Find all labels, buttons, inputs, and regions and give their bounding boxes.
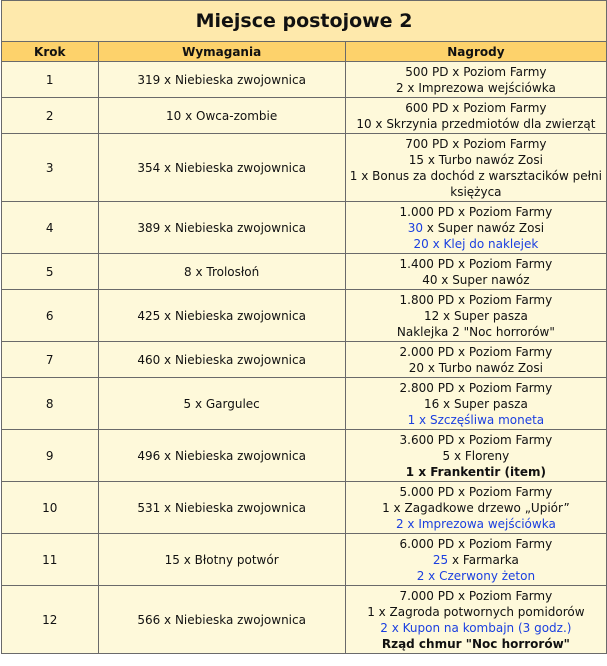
table-row (2, 254, 607, 290)
requirement-cell: 496 x Niebieska zwojownica (98, 430, 345, 482)
reward-line: 20 x Klej do naklejek (413, 236, 539, 251)
column-header-rewards: Nagrody (345, 42, 606, 62)
header-row (2, 42, 607, 62)
rewards-cell (345, 586, 606, 654)
rewards-cell (345, 134, 606, 202)
reward-line: 6.000 PD x Poziom Farmy (399, 536, 553, 551)
table-row (2, 290, 607, 342)
rewards-cell (345, 254, 606, 290)
rewards-cell (345, 482, 606, 534)
title-row (2, 1, 607, 42)
rewards-cell (345, 342, 606, 378)
reward-line: 2.800 PD x Poziom Farmy (399, 380, 553, 395)
rewards-cell (345, 534, 606, 586)
reward-line: 1 x Szczęśliwa moneta (407, 412, 545, 427)
reward-line: 700 PD x Poziom Farmy (405, 136, 547, 151)
reward-line: 7.000 PD x Poziom Farmy (399, 588, 553, 603)
reward-line: 2.000 PD x Poziom Farmy (399, 344, 553, 359)
reward-line: 10 x Skrzynia przedmiotów dla zwierząt (356, 116, 596, 131)
requirement-cell: 460 x Niebieska zwojownica (98, 342, 345, 378)
reward-line: 5.000 PD x Poziom Farmy (399, 484, 553, 499)
step-cell: 9 (2, 430, 99, 482)
reward-line: 2 x Czerwony żeton (416, 568, 536, 583)
step-cell: 7 (2, 342, 99, 378)
milestone-table (1, 0, 607, 654)
step-cell: 4 (2, 202, 99, 254)
reward-line: 1 x Zagroda potwornych pomidorów (367, 604, 585, 619)
rewards-cell (345, 98, 606, 134)
table-row (2, 134, 607, 202)
reward-highlight: 25 (432, 552, 449, 567)
reward-line: księżyca (450, 184, 502, 199)
step-cell: 10 (2, 482, 99, 534)
rewards-cell (345, 290, 606, 342)
reward-line: 1 x Bonus za dochód z warsztacików pełni (349, 168, 602, 183)
requirement-cell: 566 x Niebieska zwojownica (98, 586, 345, 654)
step-cell: 12 (2, 586, 99, 654)
step-cell: 6 (2, 290, 99, 342)
reward-line: 2 x Imprezowa wejściówka (395, 516, 556, 531)
table-title: Miejsce postojowe 2 (2, 1, 607, 42)
rewards-cell (345, 430, 606, 482)
reward-line: 15 x Turbo nawóz Zosi (408, 152, 543, 167)
step-cell: 8 (2, 378, 99, 430)
reward-line (350, 552, 602, 568)
table-row (2, 586, 607, 654)
table-row (2, 534, 607, 586)
reward-line: 1 x Zagadkowe drzewo „Upiór” (382, 500, 570, 515)
requirement-cell: 10 x Owca-zombie (98, 98, 345, 134)
table-row (2, 430, 607, 482)
reward-text: x Super nawóz Zosi (422, 220, 545, 235)
reward-highlight: 30 (407, 220, 423, 235)
reward-line: 3.600 PD x Poziom Farmy (399, 432, 553, 447)
reward-line: 2 x Kupon na kombajn (3 godz.) (380, 620, 572, 635)
table-row (2, 342, 607, 378)
reward-line: 500 PD x Poziom Farmy (405, 64, 547, 79)
reward-line: 12 x Super pasza (423, 308, 528, 323)
reward-line: 600 PD x Poziom Farmy (405, 100, 547, 115)
requirement-cell: 319 x Niebieska zwojownica (98, 62, 345, 98)
reward-line: 16 x Super pasza (423, 396, 528, 411)
rewards-cell (345, 378, 606, 430)
step-cell: 11 (2, 534, 99, 586)
reward-line: Rząd chmur "Noc horrorów" (381, 636, 570, 651)
requirement-cell: 8 x Trolosłoń (98, 254, 345, 290)
step-cell: 2 (2, 98, 99, 134)
reward-line: 1.800 PD x Poziom Farmy (399, 292, 553, 307)
requirement-cell: 425 x Niebieska zwojownica (98, 290, 345, 342)
reward-line: 1.400 PD x Poziom Farmy (399, 256, 553, 271)
requirement-cell: 389 x Niebieska zwojownica (98, 202, 345, 254)
reward-line: 1.000 PD x Poziom Farmy (399, 204, 553, 219)
reward-line: 1 x Frankentir (item) (405, 464, 546, 479)
requirement-cell: 531 x Niebieska zwojownica (98, 482, 345, 534)
reward-line (350, 220, 602, 236)
table-row (2, 62, 607, 98)
reward-line: Naklejka 2 "Noc horrorów" (396, 324, 555, 339)
reward-text: x Farmarka (448, 552, 519, 567)
rewards-cell (345, 202, 606, 254)
requirement-cell: 15 x Błotny potwór (98, 534, 345, 586)
reward-line: 20 x Turbo nawóz Zosi (408, 360, 543, 375)
requirement-cell: 5 x Gargulec (98, 378, 345, 430)
column-header-step: Krok (2, 42, 99, 62)
step-cell: 1 (2, 62, 99, 98)
step-cell: 3 (2, 134, 99, 202)
reward-line: 2 x Imprezowa wejściówka (395, 80, 556, 95)
table-row (2, 482, 607, 534)
rewards-cell (345, 62, 606, 98)
reward-line: 5 x Floreny (442, 448, 510, 463)
reward-line: 40 x Super nawóz (422, 272, 530, 287)
requirement-cell: 354 x Niebieska zwojownica (98, 134, 345, 202)
table-row (2, 98, 607, 134)
table-row (2, 378, 607, 430)
step-cell: 5 (2, 254, 99, 290)
table-row (2, 202, 607, 254)
column-header-requirements: Wymagania (98, 42, 345, 62)
